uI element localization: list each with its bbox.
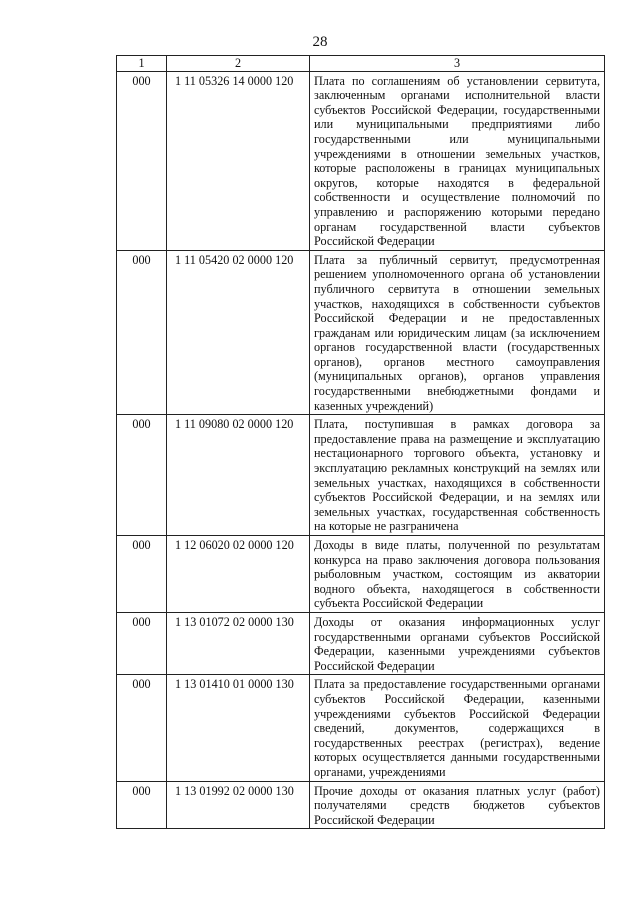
- revenue-codes-table: [116, 55, 605, 829]
- table-row: [117, 71, 605, 250]
- revenue-code-cell: 1 13 01992 02 0000 130: [167, 781, 310, 829]
- revenue-description-cell: Доходы от оказания информационных услуг государственными органами субъектов Российской Федерации, казенными учреждениями субъектов Российской Федерации: [310, 612, 605, 674]
- administrator-code-cell: 000: [117, 250, 167, 415]
- page-number: 28: [312, 34, 328, 50]
- administrator-code-cell: 000: [117, 536, 167, 613]
- table-row: [117, 415, 605, 536]
- revenue-description-cell: Плата по соглашениям об установлении сервитута, заключенным органами исполнительной власти субъектов Российской Федерации, государственными или муниципальными предприятиями либо государственными или муниципальными учреждениями в отношении земельных участков, которые расположены в границах муниципальных округов, которые находятся в федеральной собственности и осуществление полномочий по управлению и распоряжению которыми передано органам государственной власти субъектов Российской Федерации: [310, 71, 605, 250]
- revenue-description-cell: Плата, поступившая в рамках договора за предоставление права на размещение и эксплуатацию нестационарного торгового объекта, установку и эксплуатацию рекламных конструкций на землях или земельных участках, находящихся в собственности субъектов Российской Федерации, и на землях или земельных участках, государственная собственность на которые не разграничена: [310, 415, 605, 536]
- table-row: [117, 250, 605, 415]
- revenue-code-cell: 1 11 05420 02 0000 120: [167, 250, 310, 415]
- table-row: [117, 675, 605, 781]
- column-header-3: 3: [310, 56, 605, 72]
- table-header-row: [117, 56, 605, 72]
- administrator-code-cell: 000: [117, 781, 167, 829]
- revenue-description-cell: Доходы в виде платы, полученной по результатам конкурса на право заключения договора пользования рыболовным участком, состоящим из акватории водного объекта, находящегося в собственности субъекта Российской Федерации: [310, 536, 605, 613]
- administrator-code-cell: 000: [117, 71, 167, 250]
- revenue-description-cell: Прочие доходы от оказания платных услуг (работ) получателями средств бюджетов субъектов Российской Федерации: [310, 781, 605, 829]
- revenue-code-cell: 1 13 01410 01 0000 130: [167, 675, 310, 781]
- column-header-1: 1: [117, 56, 167, 72]
- revenue-code-cell: 1 12 06020 02 0000 120: [167, 536, 310, 613]
- administrator-code-cell: 000: [117, 675, 167, 781]
- column-header-2: 2: [167, 56, 310, 72]
- table-row: [117, 536, 605, 613]
- revenue-description-cell: Плата за предоставление государственными органами субъектов Российской Федерации, казенными учреждениями субъектов Российской Федерации сведений, документов, содержащихся в государственных реестрах (регистрах), ведение которых осуществляется данными государственными органами, учреждениями: [310, 675, 605, 781]
- revenue-code-cell: 1 13 01072 02 0000 130: [167, 612, 310, 674]
- administrator-code-cell: 000: [117, 415, 167, 536]
- table-row: [117, 781, 605, 829]
- revenue-code-cell: 1 11 09080 02 0000 120: [167, 415, 310, 536]
- revenue-code-cell: 1 11 05326 14 0000 120: [167, 71, 310, 250]
- revenue-description-cell: Плата за публичный сервитут, предусмотренная решением уполномоченного органа об установлении публичного сервитута в отношении земельных участков, находящихся в собственности субъектов Российской Федерации и не предоставленных гражданам или юридическим лицам (за исключением органов государственной власти (государственных органов), органов местного самоуправления (муниципальных органов), органов управления государственными внебюджетными фондами и казенных учреждений): [310, 250, 605, 415]
- administrator-code-cell: 000: [117, 612, 167, 674]
- table-row: [117, 612, 605, 674]
